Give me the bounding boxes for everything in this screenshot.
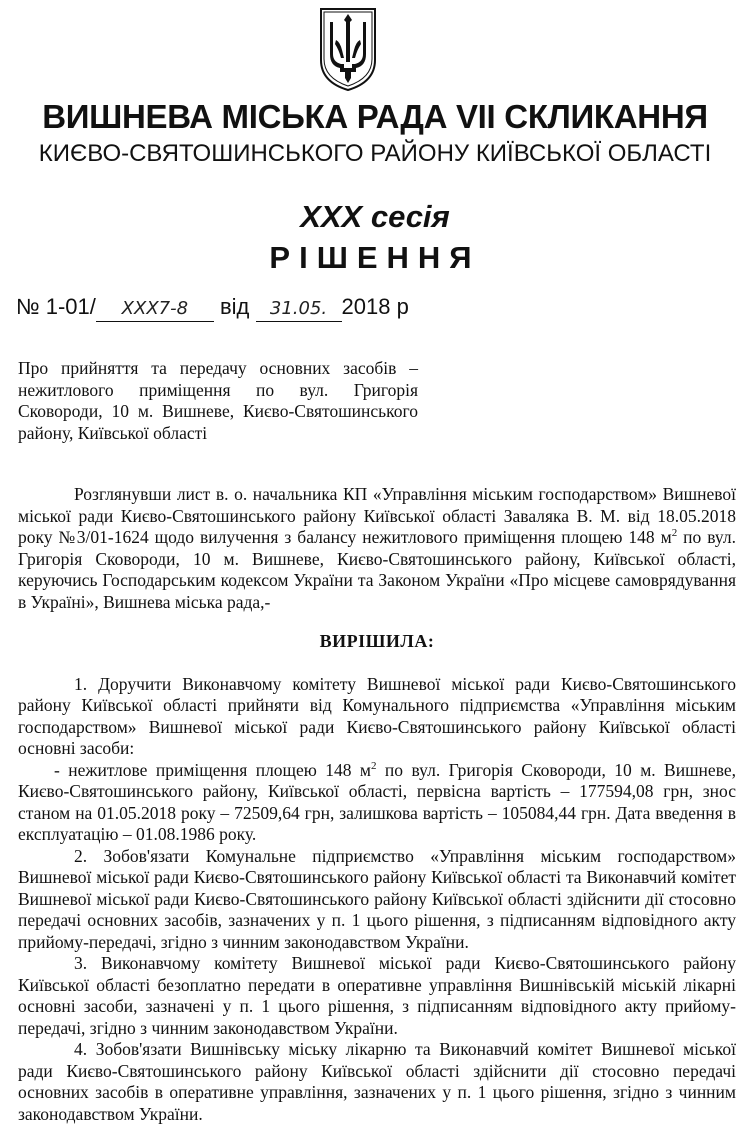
item-3: 3. Виконавчому комітету Вишневої міської ради Києво-Святошинського району Київської області безоплатно передати в оперативне управління Вишнівській міській лікарні основні засоби, зазначені у п. 1 цього рішення, з підписанням відповідного акту прийому-передачі, згідно з чинним законодавством України. <box>18 953 736 1038</box>
handwritten-date: 31.05. <box>256 297 342 322</box>
decision-title: РІШЕННЯ <box>269 240 481 275</box>
decision-body <box>18 484 736 1125</box>
decision-number-line <box>16 292 736 322</box>
square-meter-sup: 2 <box>671 527 678 540</box>
handwritten-number: XXX7-8 <box>96 297 214 322</box>
preamble-text-cont: по вул. Григорія Сковороди, 10 м. Вишневе, Києво-Святошинського району, Київської області, керуючись Господарським кодексом України та Законом України «Про місцеве самоврядування в Україні», Вишнева міська рада,- <box>18 527 737 612</box>
item-1-sup: 2 <box>371 759 377 772</box>
from-label: від <box>219 294 250 319</box>
resolved-heading: ВИРІШИЛА: <box>319 631 435 651</box>
item-1: 1. Доручити Виконавчому комітету Вишневої міської ради Києво-Святошинського району Київської області прийняти від Комунального підприємства «Управління міським господарством» Вишневої міської ради Києво-Святошинського району Київської області основні засоби: <box>18 673 736 758</box>
number-prefix: № 1-01/ <box>16 294 96 319</box>
trident-coat-of-arms-icon <box>318 6 378 92</box>
item-1-sub-text: - нежитлове приміщення площею 148 м <box>54 759 372 780</box>
preamble-text: Розглянувши лист в. о. начальника КП «Управління міським господарством» Вишневої міської ради Києво-Святошинського району Київської області Заваляка В. М. від 18.05.2018 року №3/01-1624 щодо вилучення з балансу нежитлового приміщення площею 148 м <box>18 484 736 547</box>
item-1-subitem <box>18 760 736 846</box>
decision-year: 2018 р <box>341 294 409 319</box>
district-name: КИЄВО-СВЯТОШИНСЬКОГО РАЙОНУ КИЇВСЬКОЇ ОБЛАСТІ <box>38 140 712 167</box>
item-1-sub-text-cont: по вул. Григорія Сковороди, 10 м. Вишневе, Києво-Святошинського району, Київської області, первісна вартість – 177594,08 грн, знос станом на 01.05.2018 року – 72509,64 грн, залишкова вартість – 105084,44 грн. Дата введення в експлуатацію – 01.08.1986 року. <box>18 759 736 844</box>
council-name: ВИШНЕВА МІСЬКА РАДА VII СКЛИКАННЯ <box>42 98 708 135</box>
session-title: XXX сесія <box>300 199 450 234</box>
decision-subject: Про прийняття та передачу основних засобів – нежитлового приміщення по вул. Григорія Сковороди, 10 м. Вишневе, Києво-Святошинського району, Київської області <box>18 358 418 443</box>
preamble-paragraph <box>18 484 736 613</box>
item-2: 2. Зобов'язати Комунальне підприємство «Управління міським господарством» Вишневої міської ради Києво-Святошинського району Київської області та Виконавчий комітет Вишневої міської ради Києво-Святошинського району Київської області здійснити дії стосовно передачі основних засобів, зазначених у п. 1 цього рішення, з підписанням відповідного акту прийому-передачі, згідно з чинним законодавством України. <box>18 845 736 952</box>
item-4: 4. Зобов'язати Вишнівську міську лікарню та Виконавчий комітет Вишневої міської ради Києво-Святошинського району Київської області здійснити дії стосовно передачі основних засобів в оперативне управління, зазначених у п. 1 цього рішення, згідно з чинним законодавством України. <box>18 1039 736 1124</box>
